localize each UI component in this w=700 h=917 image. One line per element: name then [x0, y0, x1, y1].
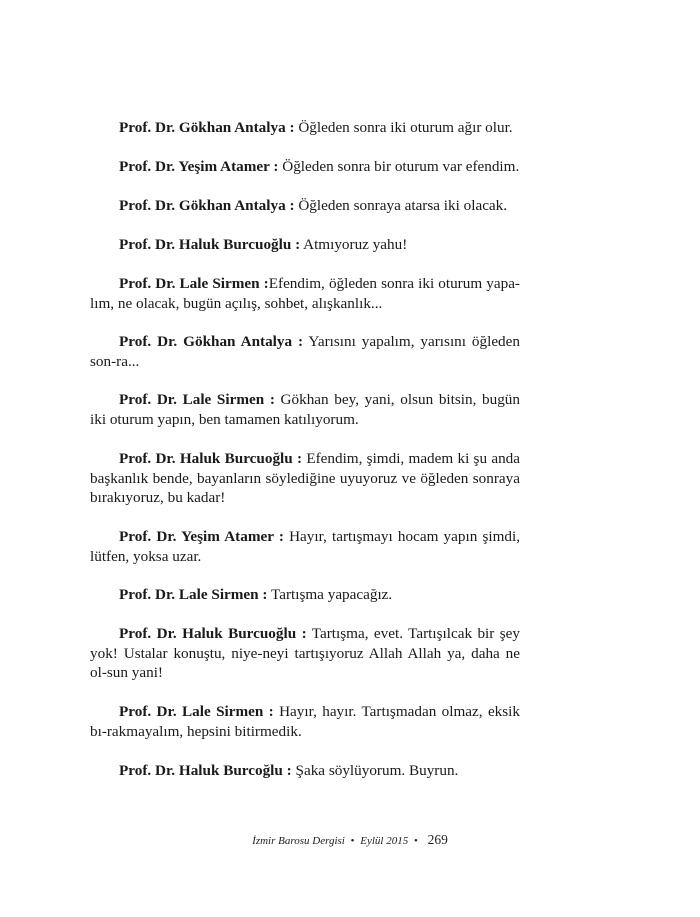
speech-text: Atmıyoruz yahu! [300, 236, 408, 253]
speaker-name: Prof. Dr. Yeşim Atamer : [119, 158, 279, 175]
dialogue-paragraph [90, 702, 520, 741]
dialogue-paragraph [90, 196, 520, 216]
page-number: 269 [427, 832, 448, 847]
speaker-name: Prof. Dr. Yeşim Atamer : [119, 528, 284, 545]
dialogue-paragraph [90, 274, 520, 313]
dialogue-paragraph [90, 118, 520, 138]
speaker-name: Prof. Dr. Gökhan Antalya : [119, 197, 295, 214]
dialogue-paragraph [90, 624, 520, 683]
speaker-name: Prof. Dr. Lale Sirmen : [119, 275, 269, 292]
journal-name: İzmir Barosu Dergisi [252, 835, 345, 847]
speaker-name: Prof. Dr. Haluk Burcuoğlu : [119, 625, 307, 642]
speech-text: Hayır, hayır. Tartışmadan olmaz, eksik bı-rakmayalım, hepsini bitirmedik. [90, 703, 520, 740]
speaker-name: Prof. Dr. Haluk Burcuoğlu : [119, 236, 301, 253]
speaker-name: Prof. Dr. Gökhan Antalya : [119, 119, 295, 136]
speaker-name: Prof. Dr. Lale Sirmen : [119, 586, 268, 603]
dialogue-paragraph [90, 585, 520, 605]
speaker-name: Prof. Dr. Lale Sirmen : [119, 391, 275, 408]
speech-text: Öğleden sonra bir oturum var efendim. [278, 158, 520, 175]
speech-text: Efendim, şimdi, madem ki şu anda başkanlık bende, bayanların söylediğine uyuyoruz ve öğleden sonraya bırakıyoruz, bu kadar! [90, 450, 520, 506]
speech-text: Gökhan bey, yani, olsun bitsin, bugün iki oturum yapın, ben tamamen katılıyorum. [90, 391, 520, 428]
dialogue-paragraph [90, 449, 520, 508]
speech-text: Şaka söylüyorum. Buyrun. [291, 762, 459, 779]
dialogue-paragraph [90, 527, 520, 566]
speech-text: Öğleden sonraya atarsa iki olacak. [294, 197, 508, 214]
speech-text: Hayır, tartışmayı hocam yapın şimdi, lütfen, yoksa uzar. [90, 528, 521, 565]
speaker-name: Prof. Dr. Gökhan Antalya : [119, 333, 304, 350]
dialogue-paragraph [90, 235, 520, 255]
page-footer [0, 832, 700, 848]
speaker-name: Prof. Dr. Lale Sirmen : [119, 703, 274, 720]
speech-text: Efendim, öğleden sonra iki oturum yapa-lım, ne olacak, bugün açılış, sohbet, alışkanlık... [90, 275, 520, 312]
issue-date: Eylül 2015 [360, 835, 409, 847]
speech-text: Öğleden sonra iki oturum ağır olur. [294, 119, 513, 136]
dialogue-paragraph [90, 332, 520, 371]
speaker-name: Prof. Dr. Haluk Burcuoğlu : [119, 450, 303, 467]
dialogue-paragraph [90, 157, 520, 177]
speech-text: Tartışma yapacağız. [267, 586, 393, 603]
dialogue-paragraph [90, 390, 520, 429]
dialogue-paragraph [90, 761, 520, 781]
speech-text: Yarısını yapalım, yarısını öğleden son-ra... [90, 333, 520, 370]
speaker-name: Prof. Dr. Haluk Burcoğlu : [119, 762, 292, 779]
speech-text: Tartışma, evet. Tartışılcak bir şey yok! Ustalar konuştu, niye-neyi tartışıyoruz Allah Allah ya, daha ne ol-sun yani! [90, 625, 520, 681]
footer-separator: • [350, 835, 355, 847]
footer-separator: • [413, 835, 418, 847]
